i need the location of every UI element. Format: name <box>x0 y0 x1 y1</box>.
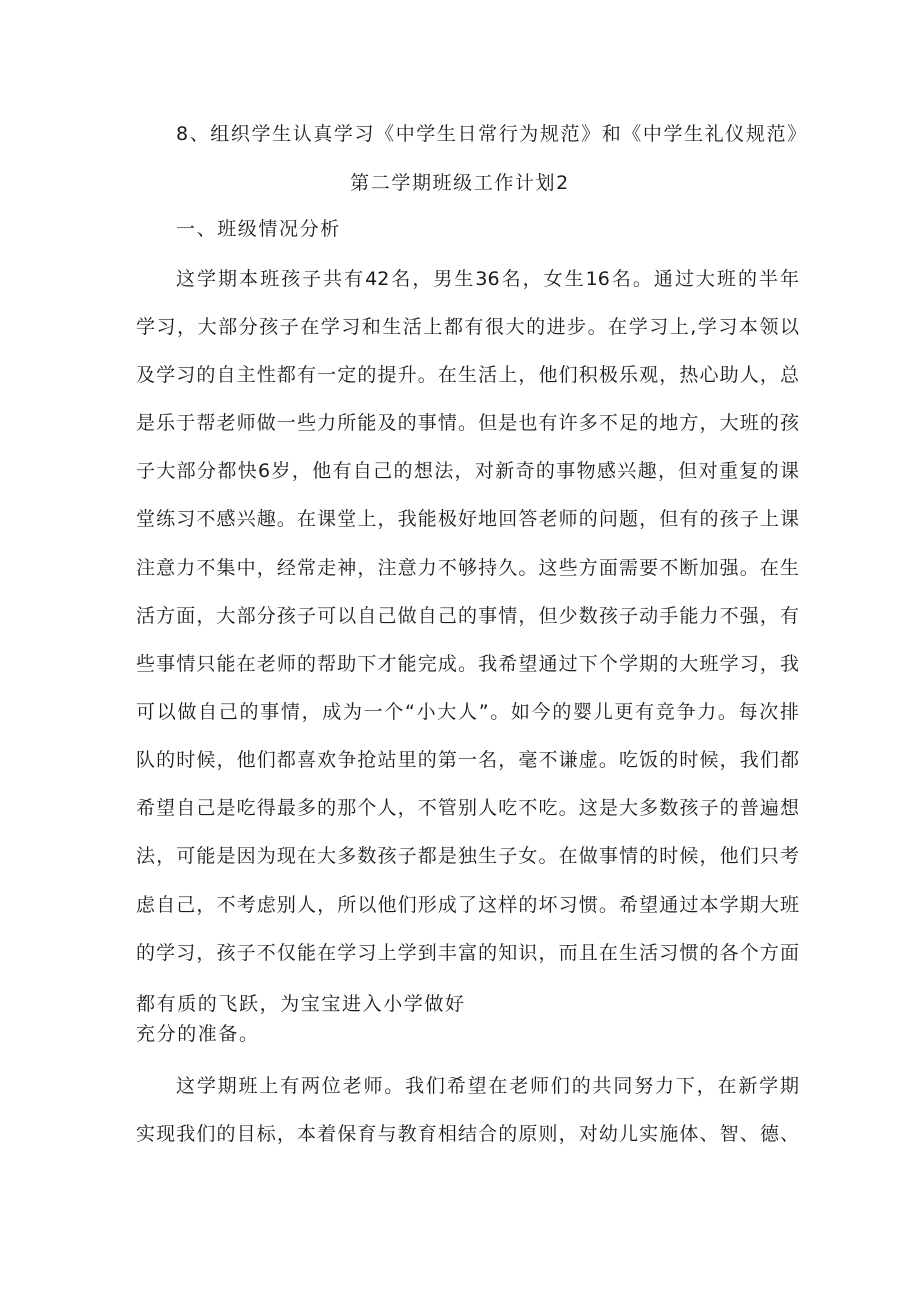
paragraph-line: 充分的准备。 <box>136 1023 260 1045</box>
paragraph-line: 学习，大部分孩子在学习和生活上都有很大的进步。在学习上,学习本领以 <box>136 316 799 338</box>
paragraph-line: 队的时候，他们都喜欢争抢站里的第一名，毫不谦虚。吃饭的时候，我们都 <box>136 749 799 771</box>
paragraph-line: 及学习的自主性都有一定的提升。在生活上，他们积极乐观，热心助人，总 <box>136 364 799 386</box>
paragraph-line: 注意力不集中，经常走神，注意力不够持久。这些方面需要不断加强。在生 <box>136 557 799 579</box>
document-title: 第二学期班级工作计划2 <box>350 172 570 194</box>
paragraph-line: 法，可能是因为现在大多数孩子都是独生子女。在做事情的时候，他们只考 <box>136 845 799 867</box>
paragraph-line: 虑自己，不考虑别人，所以他们形成了这样的坏习惯。希望通过本学期大班 <box>136 894 799 916</box>
paragraph-line: 些事情只能在老师的帮助下才能完成。我希望通过下个学期的大班学习，我 <box>136 653 799 675</box>
paragraph-line: 这学期本班孩子共有42名，男生36名，女生16名。通过大班的半年 <box>176 268 799 290</box>
paragraph-line: 实现我们的目标，本着保育与教育相结合的原则，对幼儿实施体、智、德、 <box>136 1123 799 1145</box>
paragraph-line: 希望自己是吃得最多的那个人，不管别人吃不吃。这是大多数孩子的普遍想 <box>136 797 799 819</box>
paragraph-line: 都有质的飞跃，为宝宝进入小学做好 <box>136 993 466 1015</box>
paragraph-line: 这学期班上有两位老师。我们希望在老师们的共同努力下，在新学期 <box>176 1075 799 1097</box>
paragraph-line: 的学习，孩子不仅能在学习上学到丰富的知识，而且在生活习惯的各个方面 <box>136 942 799 964</box>
list-item-8: 8、组织学生认真学习《中学生日常行为规范》和《中学生礼仪规范》 <box>176 123 808 145</box>
paragraph-line: 子大部分都快6岁，他有自己的想法，对新奇的事物感兴趣，但对重复的课 <box>136 460 799 482</box>
paragraph-line: 活方面，大部分孩子可以自己做自己的事情，但少数孩子动手能力不强，有 <box>136 605 799 627</box>
paragraph-line: 可以做自己的事情，成为一个“小大人”。如今的婴儿更有竞争力。每次排 <box>136 701 799 723</box>
paragraph-line: 堂练习不感兴趣。在课堂上，我能极好地回答老师的问题，但有的孩子上课 <box>136 508 799 530</box>
paragraph-line: 是乐于帮老师做一些力所能及的事情。但是也有许多不足的地方，大班的孩 <box>136 412 799 434</box>
section-heading: 一、班级情况分析 <box>176 218 341 240</box>
